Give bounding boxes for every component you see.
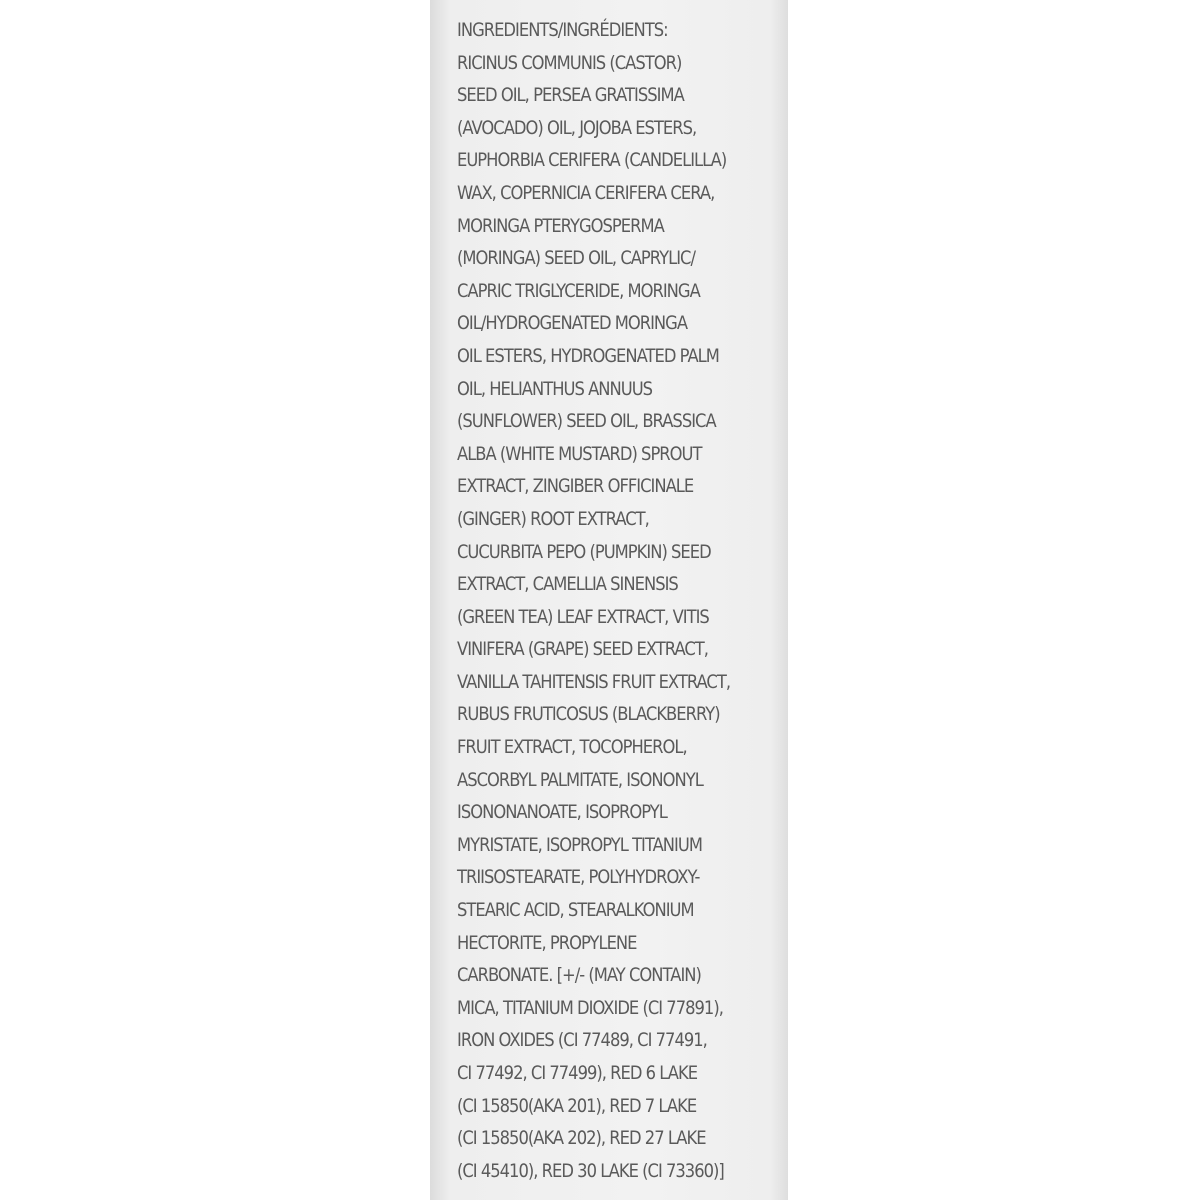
ingredients-line: OIL/HYDROGENATED MORINGA: [457, 312, 688, 335]
ingredients-line: (AVOCADO) OIL, JOJOBA ESTERS,: [457, 116, 697, 139]
ingredients-line: MICA, TITANIUM DIOXIDE (CI 77891),: [457, 996, 723, 1019]
ingredients-line: (SUNFLOWER) SEED OIL, BRASSICA: [457, 410, 716, 433]
ingredients-line: MORINGA PTERYGOSPERMA: [457, 214, 664, 237]
ingredients-line: ISONONANOATE, ISOPROPYL: [457, 801, 667, 824]
ingredients-line: OIL ESTERS, HYDROGENATED PALM: [457, 344, 719, 367]
ingredients-line: CAPRIC TRIGLYCERIDE, MORINGA: [457, 279, 700, 302]
ingredients-line: FRUIT EXTRACT, TOCOPHEROL,: [457, 736, 687, 759]
ingredients-line: EXTRACT, CAMELLIA SINENSIS: [457, 573, 678, 596]
ingredients-line: (GINGER) ROOT EXTRACT,: [457, 507, 649, 530]
ingredients-line: (GREEN TEA) LEAF EXTRACT, VITIS: [457, 605, 709, 628]
ingredients-line: IRON OXIDES (CI 77489, CI 77491,: [457, 1029, 707, 1052]
ingredients-line: ALBA (WHITE MUSTARD) SPROUT: [457, 442, 702, 465]
ingredients-line: (MORINGA) SEED OIL, CAPRYLIC/: [457, 247, 696, 270]
ingredients-line: MYRISTATE, ISOPROPYL TITANIUM: [457, 833, 702, 856]
ingredients-line: HECTORITE, PROPYLENE: [457, 931, 637, 954]
ingredients-line: SEED OIL, PERSEA GRATISSIMA: [457, 84, 684, 107]
ingredients-line: (CI 15850(AKA 201), RED 7 LAKE: [457, 1094, 697, 1117]
ingredients-line: (CI 15850(AKA 202), RED 27 LAKE: [457, 1127, 706, 1150]
ingredients-line: CUCURBITA PEPO (PUMPKIN) SEED: [457, 540, 711, 563]
ingredients-line: WAX, COPERNICIA CERIFERA CERA,: [457, 181, 715, 204]
ingredients-line: OIL, HELIANTHUS ANNUUS: [457, 377, 653, 400]
ingredients-list: [457, 14, 732, 1187]
ingredients-line: EXTRACT, ZINGIBER OFFICINALE: [457, 475, 694, 498]
ingredients-line: (CI 45410), RED 30 LAKE (CI 73360)]: [457, 1159, 724, 1182]
ingredients-line: VANILLA TAHITENSIS FRUIT EXTRACT,: [457, 670, 731, 693]
ingredients-line: RUBUS FRUTICOSUS (BLACKBERRY): [457, 703, 720, 726]
ingredients-line: ASCORBYL PALMITATE, ISONONYL: [457, 768, 703, 791]
ingredients-line: CARBONATE. [+/- (MAY CONTAIN): [457, 964, 701, 987]
ingredients-line: EUPHORBIA CERIFERA (CANDELILLA): [457, 149, 727, 172]
ingredients-heading: INGREDIENTS/INGRÉDIENTS:: [457, 19, 668, 41]
ingredients-line: CI 77492, CI 77499), RED 6 LAKE: [457, 1062, 698, 1084]
ingredients-line: VINIFERA (GRAPE) SEED EXTRACT,: [457, 638, 708, 661]
ingredients-line: TRIISOSTEARATE, POLYHYDROXY-: [457, 866, 700, 889]
ingredients-line: STEARIC ACID, STEARALKONIUM: [457, 899, 694, 922]
ingredients-line: RICINUS COMMUNIS (CASTOR): [457, 51, 682, 74]
